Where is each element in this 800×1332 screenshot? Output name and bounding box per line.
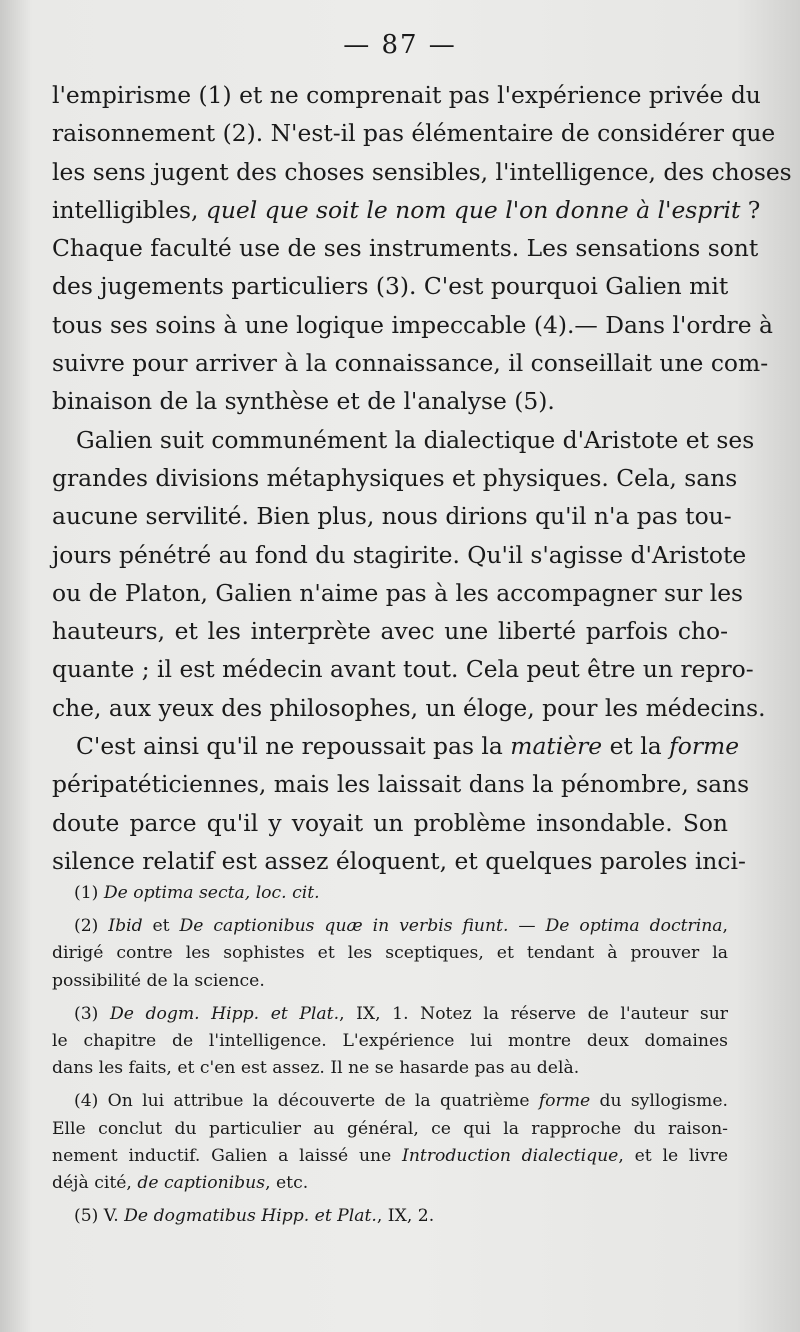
footnote-line: nement inductif. Galien a laissé une Introduction dialectique, et le livre [52, 1145, 728, 1166]
text-line: hauteurs, et les interprète avec une liberté parfois cho- [52, 617, 728, 646]
body-text [52, 76, 792, 880]
footnote-line: (3) De dogm. Hipp. et Plat., IX, 1. Notez la réserve de l'auteur sur [74, 1003, 729, 1024]
text-line: Chaque faculté use de ses instruments. Les sensations sont [52, 234, 759, 263]
footnote-line: dans les faits, et c'en est assez. Il ne se hasarde pas au delà. [52, 1058, 580, 1079]
footnote-line: déjà cité, de captionibus, etc. [52, 1172, 309, 1193]
text-line: des jugements particuliers (3). C'est pourquoi Galien mit [52, 272, 729, 301]
page-number: — 87 — [343, 30, 457, 60]
text-line: quante ; il est médecin avant tout. Cela peut être un repro- [52, 655, 754, 684]
text-line: tous ses soins à une logique impeccable (4).— Dans l'ordre à [52, 310, 773, 339]
text-line: che, aux yeux des philosophes, un éloge, pour les médecins. [52, 693, 766, 722]
text-line: Galien suit communément la dialectique d'Aristote et ses [76, 425, 755, 454]
footnote-line: (1) De optima secta, loc. cit. [74, 883, 320, 903]
footnote-line: le chapitre de l'intelligence. L'expérience lui montre deux domaines [52, 1030, 728, 1051]
footnote-line: Elle conclut du particulier au général, ce qui la rapproche du raison- [52, 1118, 728, 1139]
text-line: ou de Platon, Galien n'aime pas à les accompagner sur les [52, 578, 744, 607]
text-line: grandes divisions métaphysiques et physiques. Cela, sans [52, 463, 738, 492]
footnote-line: (4) On lui attribue la découverte de la quatrième forme du syllogisme. [74, 1091, 728, 1112]
text-line: raisonnement (2). N'est-il pas élémentaire de considérer que [52, 119, 776, 148]
text-line: binaison de la synthèse et de l'analyse (5). [52, 387, 555, 416]
text-line: péripatéticiennes, mais les laissait dans la pénombre, sans [52, 770, 750, 799]
text-line: C'est ainsi qu'il ne repoussait pas la matière et la forme [76, 732, 740, 761]
footnote-line: (2) Ibid et De captionibus quæ in verbis fiunt. — De optima doctrina, [74, 916, 728, 937]
footnote-line: dirigé contre les sophistes et les sceptiques, et tendant à prouver la [52, 943, 728, 964]
footnotes [52, 880, 728, 1230]
text-line: l'empirisme (1) et ne comprenait pas l'expérience privée du [52, 81, 761, 109]
text-line: aucune servilité. Bien plus, nous dirions qu'il n'a pas tou- [52, 502, 732, 531]
footnote-line: possibilité de la science. [52, 970, 265, 991]
text-line: doute parce qu'il y voyait un problème insondable. Son [52, 808, 728, 837]
footnote-line: (5) V. De dogmatibus Hipp. et Plat., IX, 2. [74, 1206, 435, 1227]
text-line: silence relatif est assez éloquent, et quelques paroles inci- [52, 846, 746, 875]
text-line: suivre pour arriver à la connaissance, il conseillait une com- [52, 349, 769, 378]
text-line: les sens jugent des choses sensibles, l'intelligence, des choses [52, 157, 792, 186]
text-line: jours pénétré au fond du stagirite. Qu'il s'agisse d'Aristote [52, 540, 747, 569]
text-line: intelligibles, quel que soit le nom que l'on donne à l'esprit ? [52, 195, 761, 224]
